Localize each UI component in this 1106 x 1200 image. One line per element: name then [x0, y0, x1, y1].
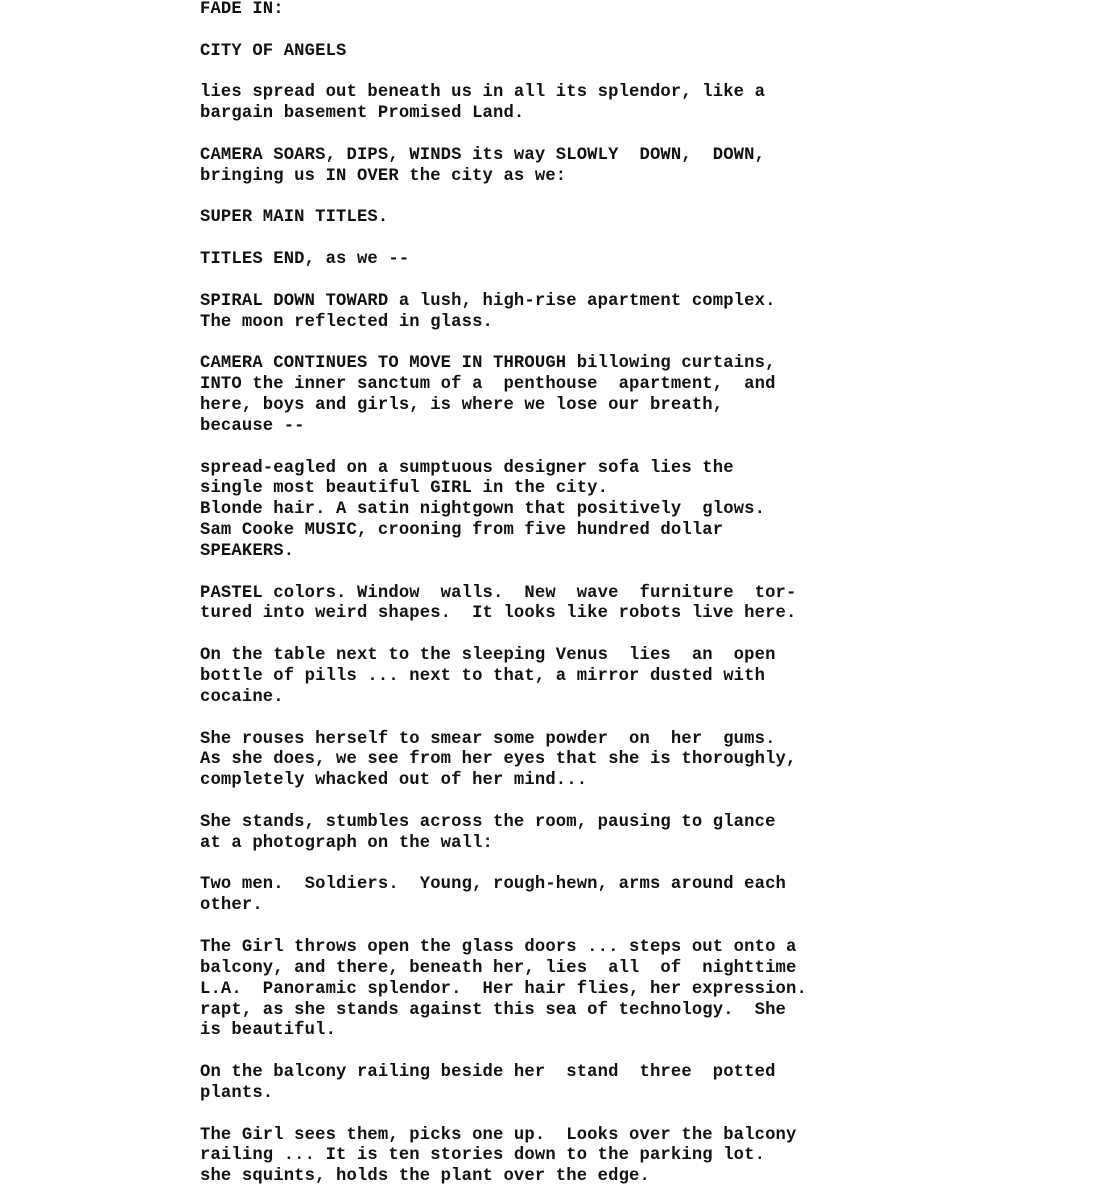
- script-line: On the balcony railing beside her stand three potted: [200, 1063, 776, 1083]
- script-line: The Girl sees them, picks one up. Looks over the balcony: [200, 1125, 797, 1145]
- script-line: SPEAKERS.: [200, 541, 295, 561]
- paragraph-spacer: [200, 229, 1080, 250]
- script-line: single most beautiful GIRL in the city.: [200, 479, 609, 499]
- paragraph-spacer: [200, 438, 1080, 459]
- script-line: SPIRAL DOWN TOWARD a lush, high-rise apartment complex.: [200, 291, 776, 311]
- script-line: On the table next to the sleeping Venus lies an open: [200, 646, 776, 666]
- paragraph-spacer: [200, 63, 1080, 84]
- script-paragraph: [200, 354, 1080, 437]
- script-paragraph: [200, 459, 1080, 563]
- script-line: The moon reflected in glass.: [200, 312, 493, 332]
- script-line: PASTEL colors. Window walls. New wave furniture tor-: [200, 583, 797, 603]
- script-line: here, boys and girls, is where we lose our breath,: [200, 396, 724, 416]
- script-line: lies spread out beneath us in all its splendor, like a: [200, 83, 766, 103]
- script-line: rapt, as she stands against this sea of technology. She: [200, 1000, 786, 1020]
- script-line: because --: [200, 416, 305, 436]
- script-paragraph: [200, 42, 1080, 63]
- paragraph-spacer: [200, 1105, 1080, 1126]
- script-line: CITY OF ANGELS: [200, 41, 347, 61]
- script-line: she squints, holds the plant over the edge.: [200, 1167, 650, 1187]
- script-line: As she does, we see from her eyes that she is thoroughly,: [200, 750, 797, 770]
- paragraph-spacer: [200, 125, 1080, 146]
- paragraph-spacer: [200, 917, 1080, 938]
- script-line: balcony, and there, beneath her, lies all of nighttime: [200, 958, 797, 978]
- script-paragraph: [200, 292, 1080, 334]
- paragraph-spacer: [200, 1042, 1080, 1063]
- script-paragraph: [200, 1063, 1080, 1105]
- paragraph-spacer: [200, 625, 1080, 646]
- script-paragraph: [200, 646, 1080, 709]
- script-paragraph: [200, 938, 1080, 1042]
- script-line: She stands, stumbles across the room, pausing to glance: [200, 812, 776, 832]
- script-paragraph: [200, 813, 1080, 855]
- script-line: TITLES END, as we --: [200, 250, 410, 270]
- script-line: bringing us IN OVER the city as we:: [200, 166, 567, 186]
- script-line: spread-eagled on a sumptuous designer sofa lies the: [200, 458, 734, 478]
- script-paragraph: [200, 875, 1080, 917]
- script-line: bottle of pills ... next to that, a mirror dusted with: [200, 667, 766, 686]
- paragraph-spacer: [200, 792, 1080, 813]
- script-line: CAMERA CONTINUES TO MOVE IN THROUGH billowing curtains,: [200, 354, 776, 374]
- paragraph-spacer: [200, 709, 1080, 730]
- script-paragraph: [200, 730, 1080, 793]
- script-line: Sam Cooke MUSIC, crooning from five hundred dollar: [200, 521, 724, 541]
- script-line: at a photograph on the wall:: [200, 833, 493, 853]
- script-line: Two men. Soldiers. Young, rough-hewn, arms around each: [200, 875, 786, 895]
- script-line: Blonde hair. A satin nightgown that positively glows.: [200, 500, 766, 520]
- script-line: tured into weird shapes. It looks like robots live here.: [200, 604, 797, 624]
- script-line: SUPER MAIN TITLES.: [200, 208, 389, 228]
- script-paragraph: [200, 146, 1080, 188]
- script-paragraph: [200, 1126, 1080, 1189]
- script-line: railing ... It is ten stories down to the parking lot.: [200, 1146, 766, 1166]
- paragraph-spacer: [200, 334, 1080, 355]
- script-line: FADE IN:: [200, 0, 284, 19]
- script-line: INTO the inner sanctum of a penthouse apartment, and: [200, 375, 776, 395]
- script-line: bargain basement Promised Land.: [200, 104, 525, 124]
- script-line: is beautiful.: [200, 1021, 337, 1041]
- script-paragraph: [200, 584, 1080, 626]
- script-paragraph: [200, 0, 1080, 21]
- screenplay-page: [200, 0, 1080, 1200]
- script-paragraph: [200, 83, 1080, 125]
- script-paragraph: [200, 208, 1080, 229]
- paragraph-spacer: [200, 21, 1080, 42]
- script-line: other.: [200, 896, 263, 916]
- script-line: cocaine.: [200, 687, 284, 707]
- paragraph-spacer: [200, 271, 1080, 292]
- paragraph-spacer: [200, 855, 1080, 876]
- script-line: She rouses herself to smear some powder on her gums.: [200, 729, 776, 749]
- script-paragraph: [200, 250, 1080, 271]
- script-line: The Girl throws open the glass doors ... steps out onto a: [200, 937, 797, 957]
- paragraph-spacer: [200, 563, 1080, 584]
- script-line: L.A. Panoramic splendor. Her hair flies, her expression.: [200, 979, 807, 999]
- script-line: completely whacked out of her mind...: [200, 771, 588, 791]
- script-line: plants.: [200, 1083, 274, 1103]
- script-line: CAMERA SOARS, DIPS, WINDS its way SLOWLY DOWN, DOWN,: [200, 145, 766, 165]
- paragraph-spacer: [200, 188, 1080, 209]
